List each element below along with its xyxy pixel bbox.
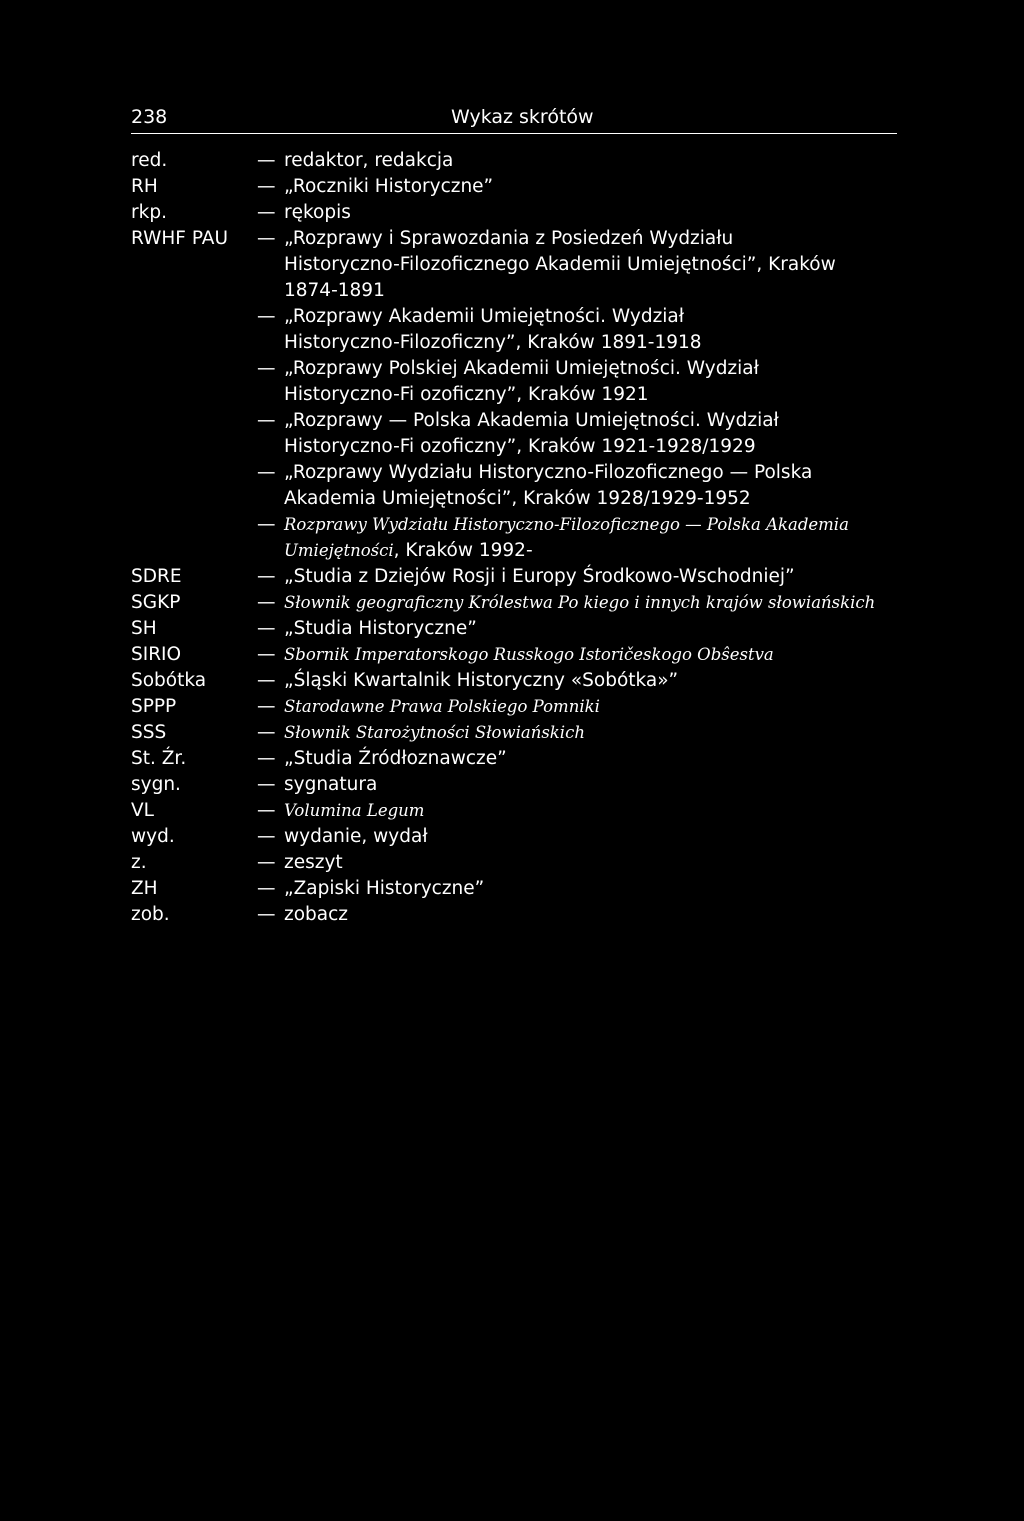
definition-line [284,564,891,590]
definitions [257,850,891,876]
definition-text: redaktor, redakcja [284,150,454,171]
definition-line [284,304,891,330]
definitions [257,564,891,590]
definition-line [284,200,891,226]
definition-text: „Rozprawy — Polska Akademia Umiejętności. Wydział [284,410,779,431]
definitions [257,772,891,798]
definitions [257,590,891,616]
abbreviation-entry [131,876,891,902]
definition-line [284,824,891,850]
definitions [257,174,891,200]
definitions [257,876,891,902]
definition-line [284,330,891,356]
em-dash: — [257,878,276,899]
definition [257,902,891,928]
abbreviation-entry [131,746,891,772]
definition-line [284,850,891,876]
definition [257,694,891,720]
definition-line [284,148,891,174]
em-dash: — [257,904,276,925]
abbreviation-entry [131,772,891,798]
em-dash: — [257,800,276,821]
abbreviation-entry [131,720,891,746]
definition-text: „Zapiski Historyczne” [284,878,485,899]
definition-text: Akademia Umiejętności”, Kraków 1928/1929-1952 [284,488,751,509]
definition-text: „Rozprawy Polskiej Akademii Umiejętności. Wydział [284,358,759,379]
definition-text: Słownik Starożytności Słowiańskich [284,723,585,742]
definition-text: Historyczno-Filozoficznego Akademii Umiejętności”, Kraków [284,254,836,275]
page-header [131,104,897,134]
definition [257,460,891,512]
em-dash: — [257,722,276,743]
definition [257,408,891,460]
definition [257,642,891,668]
em-dash: — [257,306,276,327]
abbreviation: VL [131,800,154,821]
em-dash: — [257,462,276,483]
abbreviation: red. [131,150,168,171]
abbreviation-entry [131,148,891,174]
em-dash: — [257,670,276,691]
definition [257,174,891,200]
abbreviation-entry [131,850,891,876]
em-dash: — [257,696,276,717]
definition-line [284,902,891,928]
abbreviation: wyd. [131,826,175,847]
abbreviation-list [131,148,891,928]
definitions [257,148,891,174]
definitions [257,902,891,928]
definitions [257,720,891,746]
definition-text: „Rozprawy Akademii Umiejętności. Wydział [284,306,685,327]
abbreviation: RH [131,176,158,197]
definition-line [284,720,891,746]
abbreviation: zob. [131,904,170,925]
definition-line [284,434,891,460]
definition [257,850,891,876]
abbreviation: SH [131,618,157,639]
abbreviation: RWHF PAU [131,228,228,249]
definition [257,616,891,642]
em-dash: — [257,592,276,613]
definition [257,824,891,850]
definition-text: Słownik geograficzny Królestwa Po kiego i innych krajów słowiańskich [284,593,876,612]
page-title: Wykaz skrótów [451,106,594,128]
abbreviation: SIRIO [131,644,182,665]
abbreviation-entry [131,590,891,616]
definitions [257,226,891,564]
abbreviation: ZH [131,878,158,899]
abbreviation: z. [131,852,147,873]
definitions [257,798,891,824]
em-dash: — [257,358,276,379]
abbreviation: SPPP [131,696,177,717]
definition-text: „Rozprawy i Sprawozdania z Posiedzeń Wydziału [284,228,734,249]
definition-text: wydanie, wydał [284,826,428,847]
definition [257,226,891,304]
definition [257,200,891,226]
definition-text: rękopis [284,202,351,223]
definition [257,720,891,746]
definition-line [284,356,891,382]
definitions [257,694,891,720]
abbreviation-entry [131,824,891,850]
definition [257,356,891,408]
em-dash: — [257,748,276,769]
definition-text: „Studia Źródłoznawcze” [284,748,507,769]
definition-text: 1874-1891 [284,280,385,301]
abbreviation-entry [131,174,891,200]
definition-line [284,642,891,668]
definition-text: Volumina Legum [284,801,425,820]
definition-line [284,278,891,304]
em-dash: — [257,150,276,171]
em-dash: — [257,774,276,795]
abbreviation-entry [131,694,891,720]
definition-text: „Śląski Kwartalnik Historyczny «Sobótka»” [284,670,679,691]
abbreviation-entry [131,798,891,824]
abbreviation: rkp. [131,202,167,223]
definition-line [284,382,891,408]
definition [257,564,891,590]
abbreviation: Sobótka [131,670,207,691]
definition-text: zobacz [284,904,348,925]
definition [257,304,891,356]
abbreviation: St. Źr. [131,748,187,769]
definitions [257,746,891,772]
definitions [257,824,891,850]
em-dash: — [257,202,276,223]
definitions [257,616,891,642]
definition [257,512,891,564]
definition-text: „Roczniki Historyczne” [284,176,494,197]
abbreviation: sygn. [131,774,181,795]
abbreviation: SDRE [131,566,182,587]
definition [257,590,891,616]
abbreviation-entry [131,226,891,564]
definition-text: zeszyt [284,852,343,873]
definition-line [284,408,891,434]
definition-line [284,746,891,772]
definition-line [284,668,891,694]
abbreviation: SSS [131,722,167,743]
em-dash: — [257,618,276,639]
definition [257,668,891,694]
page-number: 238 [131,106,168,128]
definition-text: sygnatura [284,774,378,795]
definitions [257,642,891,668]
definition-line [284,226,891,252]
em-dash: — [257,514,276,535]
definition [257,148,891,174]
definition-line [284,460,891,486]
definition-text: Starodawne Prawa Polskiego Pomniki [284,697,600,716]
definition [257,798,891,824]
definition-line [284,616,891,642]
definition-line [284,512,891,538]
definition [257,746,891,772]
definition-tail: , Kraków 1992- [393,540,533,561]
definition-text: „Studia z Dziejów Rosji i Europy Środkowo-Wschodniej” [284,566,795,587]
abbreviation-entry [131,616,891,642]
definition-text: Historyczno-Fi ozoficzny”, Kraków 1921 [284,384,649,405]
definition-line [284,486,891,512]
definition-text: „Studia Historyczne” [284,618,477,639]
definition-line [284,798,891,824]
definition-line [284,252,891,278]
definition-line [284,876,891,902]
abbreviation-entry [131,200,891,226]
definition-text: Historyczno-Filozoficzny”, Kraków 1891-1918 [284,332,702,353]
definition-line [284,694,891,720]
definition-text: Rozprawy Wydziału Historyczno-Filozoficznego — Polska Akademia [284,515,849,534]
em-dash: — [257,826,276,847]
definition [257,876,891,902]
abbreviation-entry [131,668,891,694]
definition [257,772,891,798]
em-dash: — [257,566,276,587]
definition-text: Historyczno-Fi ozoficzny”, Kraków 1921-1928/1929 [284,436,756,457]
definition-text: Umiejętności [284,541,394,560]
abbreviation-entry [131,902,891,928]
abbreviation-entry [131,564,891,590]
definitions [257,200,891,226]
definition-text: „Rozprawy Wydziału Historyczno-Filozoficznego — Polska [284,462,813,483]
definition-line [284,538,891,564]
definition-line [284,174,891,200]
definition-line [284,590,891,616]
em-dash: — [257,410,276,431]
definitions [257,668,891,694]
em-dash: — [257,644,276,665]
header-rule [131,133,897,134]
definition-text: Sbornik Imperatorskogo Russkogo Istoričeskogo Obŝestva [284,645,774,664]
abbreviation: SGKP [131,592,181,613]
em-dash: — [257,228,276,249]
em-dash: — [257,176,276,197]
definition-line [284,772,891,798]
abbreviation-entry [131,642,891,668]
em-dash: — [257,852,276,873]
